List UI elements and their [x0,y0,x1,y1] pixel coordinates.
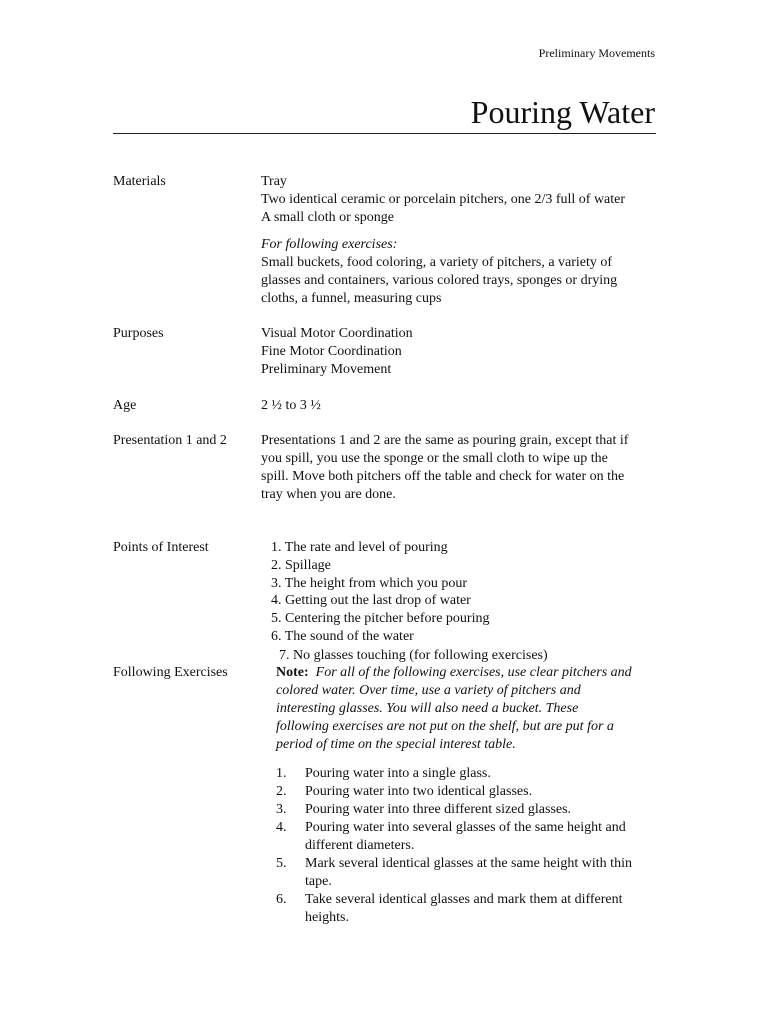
age-label: Age [113,398,137,413]
list-item-line: different diameters. [305,838,415,853]
materials-following-line: glasses and containers, various colored trays, sponges or drying [261,273,618,288]
presentation-label: Presentation 1 and 2 [113,433,227,448]
note-text: following exercises are not put on the shelf, but are put for a [276,719,614,734]
list-item-text [305,855,671,891]
list-item [276,891,671,927]
list-item-text: Pouring water into two identical glasses. [305,784,533,799]
list-item-number: 6. [276,892,287,907]
materials-line: Tray [261,174,287,189]
list-item [276,819,671,855]
materials-following-line: cloths, a funnel, measuring cups [261,291,442,306]
page-title: Pouring Water [470,94,655,130]
materials-content [261,173,671,227]
list-item: 2. Spillage [271,557,331,573]
presentation-line: Presentations 1 and 2 are the same as pouring grain, except that if [261,433,629,448]
presentation-content [261,432,671,504]
list-item-text [305,891,671,927]
list-item-number: 5. [276,856,287,871]
points-of-interest-label: Points of Interest [113,540,209,555]
list-item [276,855,671,891]
materials-following [261,236,671,308]
list-item [276,801,671,819]
list-item-line: Pouring water into several glasses of the same height and [305,820,626,835]
list-item-number: 1. [276,766,287,781]
list-item-number: 4. [276,820,287,835]
list-item: 6. The sound of the water [271,628,414,644]
following-exercises-note [276,664,671,754]
purposes-content [261,325,671,379]
title-rule [113,133,656,134]
list-item-line: Mark several identical glasses at the same height with thin [305,856,632,871]
note-text: period of time on the special interest table. [276,737,516,752]
list-item-number: 2. [276,784,287,799]
materials-following-heading: For following exercises: [261,237,398,252]
list-item [276,783,671,801]
note-text: colored water. Over time, use a variety of pitchers and [276,683,581,698]
list-item-text: Pouring water into a single glass. [305,766,491,781]
list-item-line: heights. [305,910,349,925]
materials-line: A small cloth or sponge [261,210,394,225]
list-item: 1. The rate and level of pouring [271,540,448,555]
list-item-number: 3. [276,802,287,817]
materials-label: Materials [113,174,166,189]
list-item: 3. The height from which you pour [271,575,468,591]
following-exercises-label: Following Exercises [113,665,228,680]
list-item: 5. Centering the pitcher before pouring [271,611,490,627]
running-header: Preliminary Movements [538,46,655,60]
list-item: 4. Getting out the last drop of water [271,593,471,609]
list-item-line: tape. [305,874,332,889]
note-text: interesting glasses. You will also need a bucket. These [276,701,579,716]
age-value: 2 ½ to 3 ½ [261,398,321,413]
note-label: Note: [276,665,309,680]
points-of-interest-list [271,539,489,646]
purposes-line: Fine Motor Coordination [261,344,402,359]
presentation-line: you spill, you use the sponge or the small cloth to wipe up the [261,451,608,466]
list-item-line: Take several identical glasses and mark them at different [305,892,623,907]
note-text: For all of the following exercises, use clear pitchers and [315,665,632,680]
purposes-line: Preliminary Movement [261,362,392,377]
list-item [276,765,671,783]
presentation-line: tray when you are done. [261,487,396,502]
points-of-interest-item-7: 7. No glasses touching (for following exercises) [279,648,548,663]
list-item-text: Pouring water into three different sized glasses. [305,802,572,817]
list-item-text [305,819,671,855]
following-exercises-list [276,765,671,927]
purposes-label: Purposes [113,326,164,341]
materials-line: Two identical ceramic or porcelain pitchers, one 2/3 full of water [261,192,626,207]
purposes-line: Visual Motor Coordination [261,326,413,341]
materials-following-line: Small buckets, food coloring, a variety of pitchers, a variety of [261,255,613,270]
presentation-line: spill. Move both pitchers off the table and check for water on the [261,469,625,484]
